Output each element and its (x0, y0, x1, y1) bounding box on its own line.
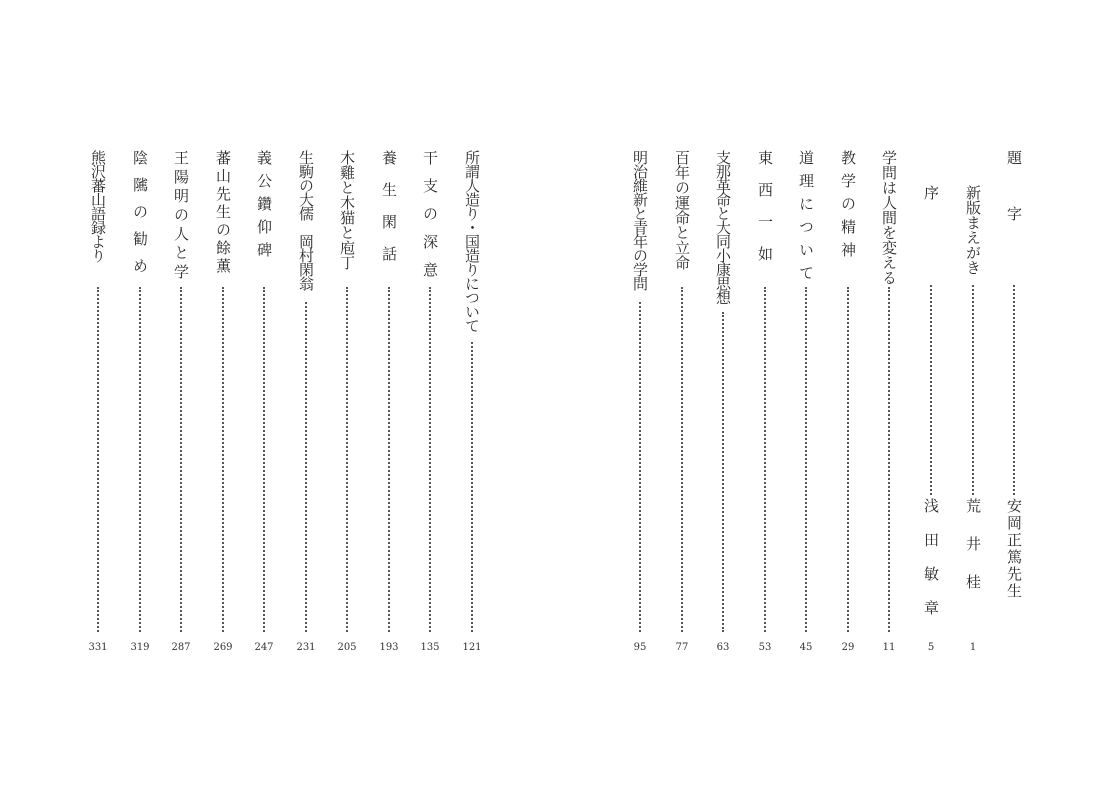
dot-leader (888, 287, 890, 632)
toc-page-number: 11 (882, 642, 896, 653)
dot-leader (346, 287, 348, 632)
toc-entry (752, 150, 778, 632)
dot-leader (1013, 285, 1015, 495)
toc-entry (168, 150, 194, 632)
toc-title: 明治維新と青年の学問 (631, 150, 649, 290)
dot-leader (305, 302, 307, 632)
dot-leader (263, 287, 265, 632)
toc-entry (293, 150, 319, 632)
toc-page-number: 63 (716, 642, 730, 653)
dot-leader (972, 285, 974, 495)
dot-leader (471, 342, 473, 632)
dot-leader (180, 287, 182, 632)
toc-entry (210, 150, 236, 632)
toc-entry (334, 150, 360, 632)
dot-leader (847, 287, 849, 632)
toc-page-number: 5 (927, 642, 935, 653)
toc-entry (127, 150, 153, 632)
toc-entry (417, 150, 443, 632)
toc-entry (918, 150, 944, 632)
toc-title: 題 字 (1005, 150, 1023, 234)
toc-page-number: 287 (171, 642, 191, 653)
toc-page-number: 53 (758, 642, 772, 653)
toc-entry (710, 150, 736, 632)
dot-leader (930, 285, 932, 495)
toc-entry (793, 150, 819, 632)
dot-leader (681, 287, 683, 632)
toc-title: 東西一如 (756, 150, 774, 278)
toc-title: 学問は人間を変える (880, 150, 898, 285)
dot-leader (722, 312, 724, 632)
toc-entry (85, 150, 111, 632)
toc-entry (876, 150, 902, 632)
toc-entry (376, 150, 402, 632)
dot-leader (764, 287, 766, 632)
toc-page-number: 135 (420, 642, 440, 653)
toc-page-number: 247 (254, 642, 274, 653)
toc-title: 生駒の大儒 岡村閑翁 (297, 150, 315, 290)
toc-title: 新版まえがき (964, 185, 982, 275)
toc-entry (251, 150, 277, 632)
toc-page-number: 205 (337, 642, 357, 653)
toc-page-number: 193 (379, 642, 399, 653)
toc-entry (960, 150, 986, 632)
toc-title: 教学の精神 (839, 150, 857, 265)
toc-title: 道理について (797, 150, 815, 288)
toc-page-number: 269 (213, 642, 233, 653)
dot-leader (388, 287, 390, 632)
toc-page-number: 121 (462, 642, 482, 653)
dot-leader (639, 302, 641, 632)
toc-page-number: 1 (969, 642, 977, 653)
toc-title: 王陽明の人と学 (172, 150, 190, 283)
toc-page-number: 319 (130, 642, 150, 653)
toc-author: 浅 田 敏 章 (922, 498, 940, 617)
dot-leader (97, 287, 99, 632)
dot-leader (429, 287, 431, 632)
toc-entry (835, 150, 861, 632)
toc-title: 所謂人造り・国造りについて (463, 150, 481, 332)
toc-title: 支那革命と大同小康思想 (714, 150, 732, 304)
toc-title: 序 (922, 185, 940, 200)
dot-leader (222, 287, 224, 632)
toc-page-number: 331 (88, 642, 108, 653)
toc-page-number: 45 (799, 642, 813, 653)
dot-leader (805, 287, 807, 632)
toc-title: 干支の深意 (421, 150, 439, 290)
toc-page-number: 231 (296, 642, 316, 653)
toc-title: 陰隲の勧め (131, 150, 149, 285)
toc-page-number: 77 (675, 642, 689, 653)
toc-title: 熊沢蕃山語録より (89, 150, 107, 262)
toc-title: 蕃山先生の餘薫 (214, 150, 232, 276)
toc-author: 荒 井 桂 (964, 498, 982, 593)
toc-page-number: 95 (633, 642, 647, 653)
dot-leader (139, 287, 141, 632)
toc-entry (459, 150, 485, 632)
toc-title: 百年の運命と立命 (673, 150, 691, 270)
toc-page-number: 29 (841, 642, 855, 653)
toc-entry (627, 150, 653, 632)
toc-author: 安岡正篤先生 (1005, 498, 1023, 600)
toc-title: 養生閑話 (380, 150, 398, 278)
toc-title: 義公鑽仰碑 (255, 150, 273, 265)
toc-title: 木雞と木猫と庖丁 (338, 150, 356, 270)
toc-entry (1001, 150, 1027, 632)
toc-entry (669, 150, 695, 632)
